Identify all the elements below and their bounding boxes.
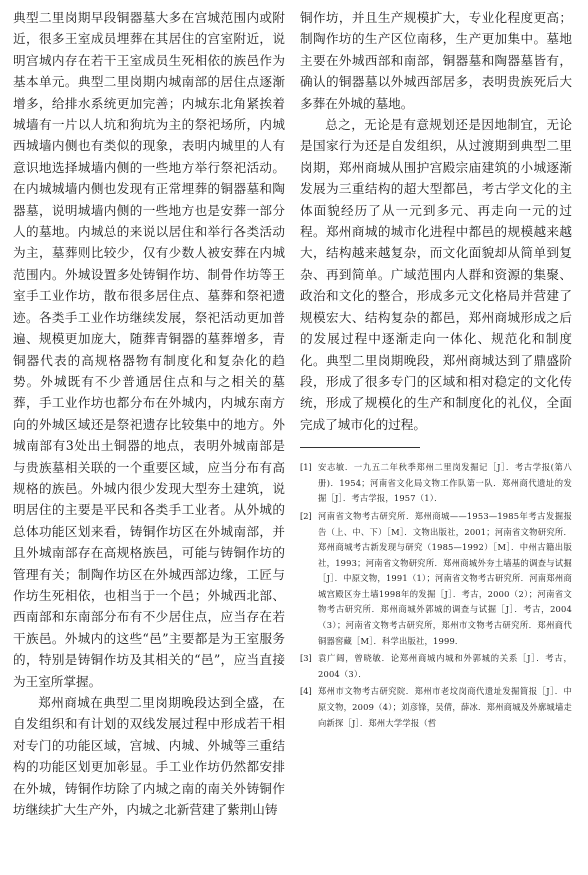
- body-paragraph: 铜作坊，并且生产规模扩大，专业化程度更高；制陶作坊的生产区位南移，生产更加集中。墓地主要在外城西部和南部，铜器墓和陶器墓皆有，确认的铜器墓以外城西部居多，表明贵族死后大多葬在外城的墓地。: [300, 10, 572, 111]
- right-column: [300, 7, 572, 733]
- body-paragraph: 郑州商城在典型二里岗期晚段达到全盛，在自发组织和有计划的双线发展过程中形成若干相对专门的功能区域，宫城、内城、外城等三重结构的功能区划更加彰显。手工业作坊仍然都安排在外城，铸铜作坊除了内城之南的南关外铸铜作坊继续扩大生产外，内城之北新营建了紫荆山铸: [13, 695, 285, 818]
- reference-item: [300, 460, 572, 507]
- body-paragraph: 典型二里岗期早段铜器墓大多在宫城范围内或附近，很多王室成员埋葬在其居住的宫室附近，说明宫城内存在若干王室成员生死相依的族邑作为基本单元。典型二里岗期内城南部的居住点逐渐增多，给排水系统更加完善；内城东北角紧挨着城墙有一片以人坑和狗坑为主的祭祀场所，内城西城墙内侧也有类似的现象，表明内城里的人有意识地选择城墙内侧的一些地方举行祭祀活动。在内城城墙内侧也发现有正常埋葬的铜器墓和陶器墓，说明城墙内侧的一些地方也是安葬一部分人的墓地。内城总的来说以居住和举行各类活动为主，墓葬则比较少，仅有少数人被安葬在内城范围内。外城设置多处铸铜作坊、制骨作坊等王室手工业作坊，散布很多居住点、墓葬和祭祀遗迹。各类手工业作坊继续发展，祭祀活动更加普遍、规模更加庞大，随葬青铜器的墓葬增多，青铜器代表的高规格器物有制度化和复杂化的趋势。外城既有不少普通居住点和与之相关的墓葬，手工业作坊也都分布在外城内，内城东南方向的外城区域还是祭祀遗存比较集中的地方。外城南部有3处出土铜器的地点，表明外城南部是与贵族墓相关联的一个重要区域，应当分布有高规格的族邑。外城内很少发现大型夯土建筑，说明居住的主要是平民和各类手工业者。从外城的总体功能区划来看，铸铜作坊区在外城南部，并且外城南部存在高规格族邑，可能与铸铜作坊的管理有关；制陶作坊区在外城西部边缘，工匠与作坊生死相依，也相当于一个邑；外城西北部、西南部和东南部分布有不少居住点，应当存在若干族邑。外城内的这些“邑”主要都是为王室服务的，特别是铸铜作坊及其相关的“邑”，应当直接为王室所掌握。: [13, 10, 285, 689]
- reference-text: 安志敏．一九五二年秋季郑州二里岗发掘记［J］．考古学报(第八册)．1954；河南省文化局文物工作队第一队．郑州商代遗址的发掘［J］．考古学报，1957（1）．: [318, 462, 572, 504]
- reference-item: [300, 509, 572, 649]
- reference-number: [1]: [300, 462, 312, 473]
- footnote-divider: [300, 447, 420, 448]
- reference-item: [300, 651, 572, 682]
- reference-number: [2]: [300, 510, 312, 521]
- left-column: [13, 7, 285, 820]
- reference-item: [300, 684, 572, 731]
- reference-number: [4]: [300, 686, 312, 697]
- reference-number: [3]: [300, 653, 312, 664]
- body-paragraph: 总之，无论是有意规划还是因地制宜，无论是国家行为还是自发组织，从过渡期到典型二里岗期，郑州商城从围护宫殿宗庙建筑的小城逐渐发展为三重结构的超大型都邑，考古学文化的主体面貌经历了从一元到多元、再走向一元的过程。郑州商城的城市化进程中都邑的规模越来越大，结构越来越复杂，而文化面貌却从简单到复杂、再到简单。广域范围内人群和资源的集聚、政治和文化的整合，形成多元文化格局并营建了规模宏大、结构复杂的都邑，郑州商城形成之后的发展过程中逐渐走向一体化、规范化和制度化。典型二里岗期晚段，郑州商城达到了鼎盛阶段，形成了很多专门的区域和相对稳定的文化传统，形成了规模化的生产和制度化的礼仪，全面完成了城市化的过程。: [300, 117, 572, 432]
- reference-text: 河南省文物考古研究所．郑州商城——1953—1985年考古发掘报告（上、中、下）［M］．文物出版社，2001；河南省文物研究所．郑州商城考古新发现与研究（1985—1992）［M］．中州古籍出版社，1993；河南省文物研究所．郑州商城外夯土墙基的调查与试掘［J］．中原文物，1991（1）；河南省文物考古研究所．河南郑州商城宫殿区夯土墙1998年的发掘［J］．考古，2000（2）；河南省文物考古研究所．郑州商城外郭城的调查与试掘［J］．考古，2004（3）；河南省文物考古研究所，郑州市文物考古研究所．郑州商代铜器窖藏［M］．科学出版社，1999．: [318, 510, 572, 646]
- reference-text: 袁广阔，曾晓敏．论郑州商城内城和外郭城的关系［J］．考古，2004（3）．: [318, 653, 572, 679]
- reference-list: [300, 460, 572, 731]
- reference-text: 郑州市文物考古研究院．郑州市老坟岗商代遗址发掘简报［J］．中原文物，2009（4）；刘彦锋，吴倩，薛冰．郑州商城及外廓城墙走向新探［J］．郑州大学学报（哲: [318, 686, 572, 728]
